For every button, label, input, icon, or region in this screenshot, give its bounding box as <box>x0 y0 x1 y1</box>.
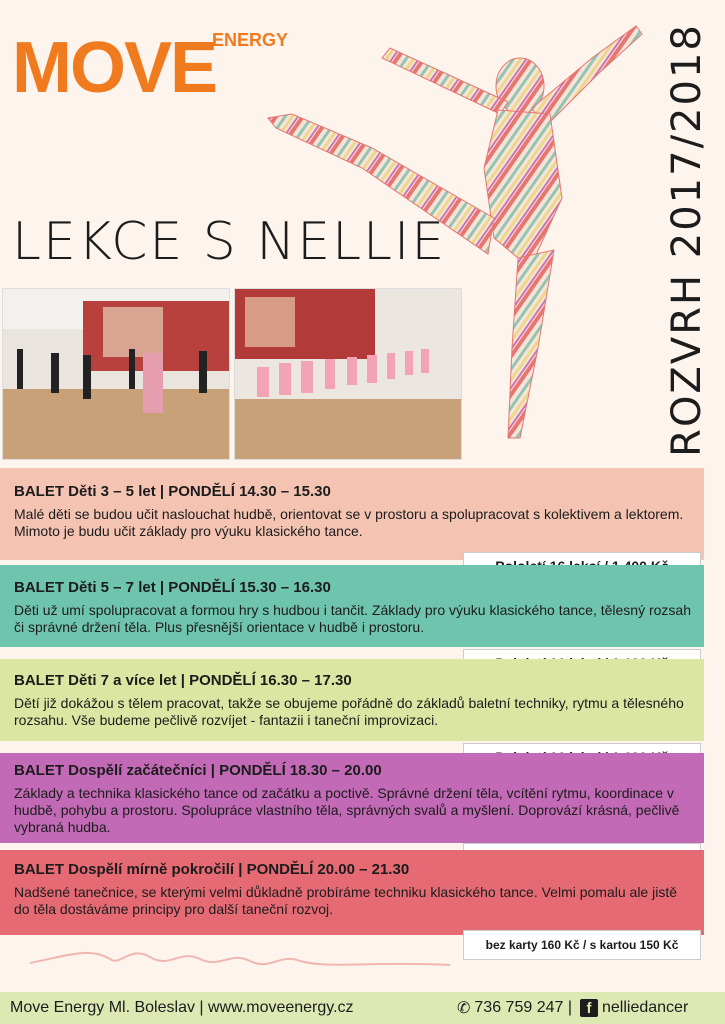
class-section-adult-intermediate <box>0 850 704 935</box>
page-title: LEKCE S NELLIE <box>12 212 447 272</box>
class-heading: BALET Dospělí mírně pokročilí | PONDĚLÍ 20.00 – 21.30 <box>14 861 410 878</box>
class-description: Základy a technika klasického tance od začátku a poctivě. Správné držení těla, vcítění rytmu, koordinace v hudbě, pohybu a prostoru. Spolupráce vlastního těla, správných svalů a myšlení. Doprovází krásná, pečlivě vybraná hudba. <box>14 785 680 835</box>
class-heading: BALET Děti 7 a více let | PONDĚLÍ 16.30 – 17.30 <box>14 672 352 689</box>
class-section-adult-beginners <box>0 753 704 843</box>
footer-phone: 736 759 247 | <box>474 999 572 1016</box>
facebook-icon: f <box>580 999 598 1017</box>
class-section-kids-7-plus <box>0 659 704 741</box>
price-box: bez karty 160 Kč / s kartou 150 Kč <box>463 930 701 960</box>
move-energy-logo <box>12 26 302 100</box>
footer-facebook: nelliedancer <box>601 999 689 1016</box>
class-section-kids-5-7 <box>0 565 704 647</box>
season-title-text: ROZVRH 2017/2018 <box>664 23 711 457</box>
season-vertical-title <box>662 20 712 460</box>
dance-class-photo-left <box>2 288 230 460</box>
class-description: Nadšené tanečnice, se kterými velmi důkladně probíráme techniku klasického tance. Velmi pomalu ale jistě do těla dostáváme principy pro další taneční rozvoj. <box>14 884 678 917</box>
dance-scribble-decoration <box>30 935 450 975</box>
footer-contact-left: Move Energy Ml. Boleslav | www.moveenergy.cz <box>10 999 354 1016</box>
logo-brand-text: MOVE <box>12 28 217 100</box>
class-description: Děti už umí spolupracovat a formou hry s hudbou i tančit. Základy pro výuku klasického tance, tělesný rozsah či správné držení těla. Plus přesnější orientace v hudbě i prostoru. <box>14 602 692 635</box>
class-heading: BALET Dospělí začátečníci | PONDĚLÍ 18.30 – 20.00 <box>14 762 382 779</box>
logo-sub-text: ENERGY <box>212 30 289 50</box>
dance-class-photo-right <box>234 288 462 460</box>
footer-bar <box>0 992 725 1024</box>
class-heading: BALET Děti 5 – 7 let | PONDĚLÍ 15.30 – 16.30 <box>14 579 331 596</box>
footer-contact-right <box>457 998 688 1018</box>
phone-icon: ✆ <box>457 1000 471 1017</box>
class-description: Malé děti se budou učit naslouchat hudbě, orientovat se v prostoru a spolupracovat s kolektivem a lektorem. Mimoto je budu učit základy pro výuku klasického tance. <box>14 506 684 539</box>
class-heading: BALET Děti 3 – 5 let | PONDĚLÍ 14.30 – 15.30 <box>14 483 331 500</box>
class-description: Dětí již dokážou s tělem pracovat, takže se obujeme pořádně do základů baletní techniky, rytmu a tělesného rozsahu. Vše budeme pečlivě rozvíjet - fantazii i taneční improvizaci. <box>14 695 684 728</box>
class-section-kids-3-5 <box>0 468 704 560</box>
